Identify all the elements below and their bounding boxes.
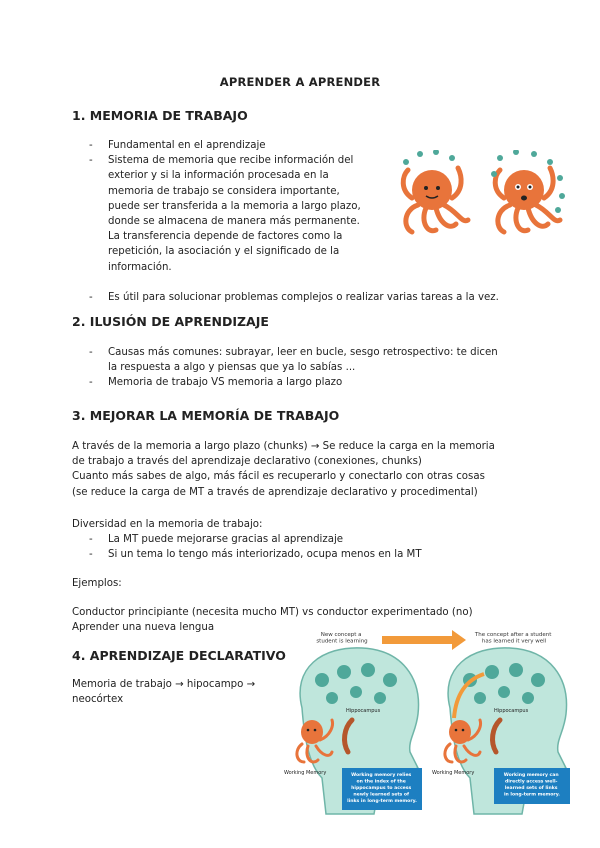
left-caption: New concept a student is learning <box>316 632 368 645</box>
section-3-heading: 3. MEJORAR LA MEMORÍA DE TRABAJO <box>72 408 340 423</box>
list-item: - Causas más comunes: subrayar, leer en bucle, sesgo retrospectivo: te dicen la respuesta a algo y piensas que ya lo sabías ... <box>89 345 549 375</box>
list-item: - Es útil para solucionar problemas complejos o realizar varias tareas a la vez. <box>89 290 549 305</box>
list-item: - Fundamental en el aprendizaje <box>89 138 389 153</box>
section-1-heading: 1. MEMORIA DE TRABAJO <box>72 108 248 123</box>
list-item: - Memoria de trabajo VS memoria a largo plazo <box>89 375 549 390</box>
section-4-text: Memoria de trabajo → hipocampo → neocórtex <box>72 679 256 706</box>
memory-diagram <box>282 628 582 816</box>
working-memory-label: Working Memory <box>432 770 475 776</box>
examples-label: Ejemplos: <box>72 578 122 589</box>
diversity-list <box>89 532 529 562</box>
list-item: - Sistema de memoria que recibe información del exterior y si la información procesada en la memoria de trabajo se considera importante, puede ser transferida a la memoria a largo plazo, donde se almacena de manera más permanente. La transferencia depende de factores como la repetición, la asociación y el significado de la información. <box>89 153 389 275</box>
section-1-list <box>89 138 389 275</box>
list-item: - Si un tema lo tengo más interiorizado, ocupa menos en la MT <box>89 547 529 562</box>
diversity-intro: Diversidad en la memoria de trabajo: <box>72 519 263 530</box>
hippocampus-label: Hippocampus <box>346 708 381 714</box>
section-2-heading: 2. ILUSIÓN DE APRENDIZAJE <box>72 314 269 329</box>
octopus-icon <box>403 150 468 232</box>
left-info-text: Working memory relies on the index of the hippocampus to access newly learned sets of links in long-term memory. <box>347 773 417 804</box>
transition-arrow-icon <box>382 630 466 650</box>
section-2-list <box>89 345 549 391</box>
right-caption: The concept after a student has learned it very well <box>474 632 552 645</box>
working-memory-label: Working Memory <box>284 770 327 776</box>
list-item: - La MT puede mejorarse gracias al aprendizaje <box>89 532 529 547</box>
left-head <box>284 648 422 814</box>
hippocampus-label: Hippocampus <box>494 708 529 714</box>
document-title: APRENDER A APRENDER <box>219 75 381 89</box>
right-head <box>432 648 570 814</box>
juggling-octopus-illustration <box>398 150 583 240</box>
section-4-heading: 4. APRENDIZAJE DECLARATIVO <box>72 648 286 663</box>
section-1-list-tail <box>89 290 549 305</box>
section-3-paragraph: A través de la memoria a largo plazo (chunks) → Se reduce la carga en la memoria de trabajo a través del aprendizaje declarativo (conexiones, chunks) Cuanto más sabes de algo, más fácil es recuperarlo y conectarlo con otras cosas (se reduce la carga de MT a través de aprendizaje declarativo y procedimental) <box>72 441 495 498</box>
examples-text: Conductor principiante (necesita mucho MT) vs conductor experimentado (no) Aprender una nueva lengua <box>72 607 473 634</box>
octopus-icon <box>491 150 565 232</box>
right-info-text: Working memory can directly access well- learned sets of links in long-term memory. <box>503 773 561 798</box>
